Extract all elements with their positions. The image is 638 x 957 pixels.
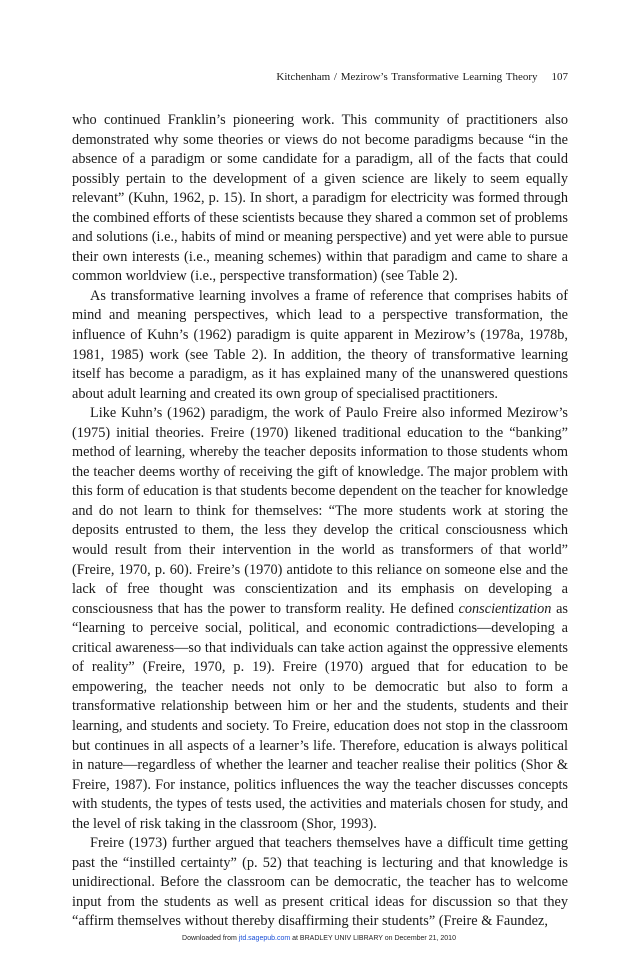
- running-head: [72, 71, 568, 83]
- paragraph-text: Like Kuhn’s (1962) paradigm, the work of Paulo Freire also informed Mezirow’s (1975) initial theories. Freire (1970) likened traditional education to the “banking” method of learning, whereby the teacher deposits information to those students whom the teacher deems worthy of receiving the gift of knowledge. The major problem with this form of education is that students become dependent on the teacher for knowledge and do not learn to think for themselves: “The more students work at storing the deposits entrusted to them, the less they develop the critical consciousness which would result from their intervention in the world as transformers of that world” (Freire, 1970, p. 60). Freire’s (1970) antidote to this reliance on someone else and the lack of free thought was conscientization and its emphasis on developing a consciousness that has the power to transform reality. He defined: [72, 405, 568, 617]
- paragraph-text: as “learning to perceive social, political, and economic contradictions—developing a critical awareness—so that individuals can take action against the oppressive elements of reality” (Freire, 1970, p. 19). Freire (1970) argued that for education to be empowering, the teacher needs not only to be democratic but also to form a transformative relationship between him or her and the students, students and their learning, and students and society. To Freire, education does not stop in the classroom but continues in all aspects of a learner’s life. Therefore, education is always political in nature—regardless of whether the learner and teacher realise their politics (Shor & Freire, 1987). For instance, politics influences the way the teacher discusses concepts with students, the types of tests used, the activities and materials chosen for study, and the level of risk taking in the classroom (Shor, 1993).: [72, 600, 568, 832]
- journal-site-link[interactable]: jtd.sagepub.com: [238, 935, 291, 942]
- paragraph-3: [72, 404, 568, 834]
- paragraph-text: Freire (1973) further argued that teachers themselves have a difficult time getting past the “instilled certainty” (p. 52) that teaching is lecturing and that knowledge is unidirectional. Before the classroom can be democratic, the teacher has to welcome input from the students as well as present critical ideas for discussion so that they “affirm themselves without thereby disaffirming their students” (Freire & Faundez,: [72, 835, 568, 930]
- paragraph-text: As transformative learning involves a frame of reference that comprises habits of mind and meaning perspectives, which lead to a perspective transformation, the influence of Kuhn’s (1962) paradigm is quite apparent in Mezirow’s (1978a, 1978b, 1981, 1985) work (see Table 2). In addition, the theory of transformative learning itself has become a paradigm, as it has explained many of the unanswered questions about adult learning and created its own group of specialised practitioners.: [72, 287, 568, 402]
- paragraph-text: who continued Franklin’s pioneering work. This community of practitioners also demonstrated why some theories or views do not become paradigms because “in the absence of a paradigm or some candidate for a paradigm, all of the facts that could possibly pertain to the development of a given science are likely to seem equally relevant” (Kuhn, 1962, p. 15). In short, a paradigm for electricity was formed through the combined efforts of these scientists because they shared a common set of problems and solutions (i.e., habits of mind or meaning perspective) and yet were able to pursue their own interests (i.e., meaning schemes) within that paradigm and came to share a common worldview (i.e., perspective transformation) (see Table 2).: [72, 112, 568, 285]
- paragraph-4: [72, 834, 568, 932]
- download-footer: [0, 935, 638, 942]
- page-number: 107: [551, 71, 568, 83]
- paragraph-2: [72, 287, 568, 404]
- running-title: Kitchenham / Mezirow’s Transformative Learning Theory: [276, 71, 538, 83]
- footer-prefix: Downloaded from: [182, 935, 239, 942]
- footer-suffix: at BRADLEY UNIV LIBRARY on December 21, 2010: [290, 935, 456, 942]
- defined-term: conscientization: [458, 600, 552, 617]
- paragraph-1: [72, 111, 568, 287]
- article-body: [72, 111, 568, 932]
